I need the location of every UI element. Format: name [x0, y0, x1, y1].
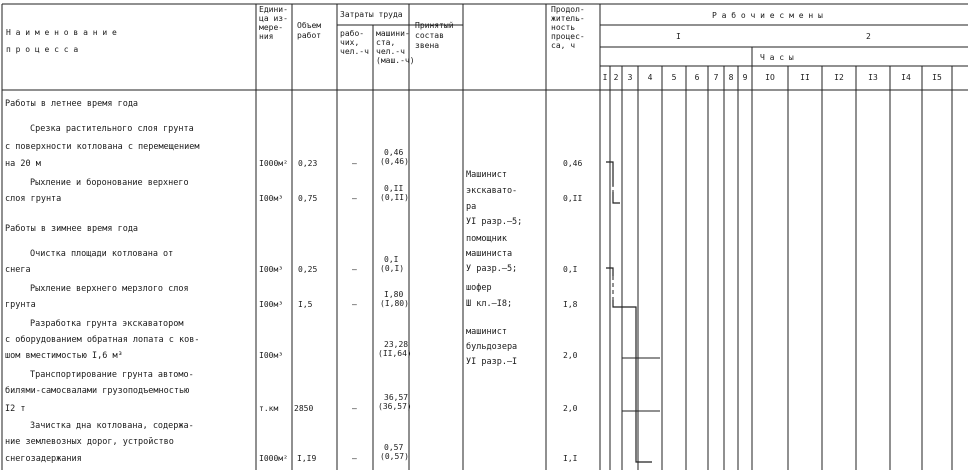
- machine-hours-value: (0,46): [380, 157, 409, 166]
- svg-text:чел.-ч: чел.-ч: [376, 47, 405, 56]
- header-process-name: Н а и м е н о в а н и е: [6, 28, 117, 37]
- volume-value: I,5: [298, 300, 313, 309]
- svg-text:са, ч: са, ч: [551, 41, 576, 50]
- duration-value: I,I: [563, 454, 578, 463]
- workers-value: –: [352, 454, 357, 463]
- svg-text:звена: звена: [415, 41, 440, 50]
- machinists-value: 36,57: [384, 393, 409, 402]
- unit-value: I00м³: [259, 194, 284, 203]
- machine-hours-value: (0,57): [380, 452, 409, 461]
- header-hours: Ч а с ы: [760, 53, 794, 62]
- header-crew: Принятый: [415, 21, 454, 30]
- duration-value: 2,0: [563, 404, 578, 413]
- svg-text:с оборудованием обратная лопат: с оборудованием обратная лопата с ков-: [5, 335, 200, 345]
- workers-value: –: [352, 265, 357, 274]
- svg-text:шофер: шофер: [466, 283, 492, 293]
- svg-text:ца из-: ца из-: [259, 14, 288, 23]
- hour-label: I: [602, 73, 608, 82]
- svg-text:ние землевозных дорог, устройс: ние землевозных дорог, устройство: [5, 437, 174, 447]
- table-row: [5, 318, 578, 361]
- machinists-value: I,80: [384, 290, 404, 299]
- section-title-summer: Работы в летнее время года: [5, 99, 139, 109]
- svg-text:помощник: помощник: [466, 234, 507, 244]
- hour-label: I4: [901, 73, 911, 82]
- svg-text:чел.-ч: чел.-ч: [340, 47, 369, 56]
- hour-label: IO: [765, 73, 775, 82]
- volume-value: I,I9: [297, 454, 317, 463]
- machine-hours-value: (I,80): [380, 299, 409, 308]
- svg-text:У разр.–5;: У разр.–5;: [466, 264, 518, 274]
- unit-value: I000м²: [259, 454, 288, 463]
- svg-text:снега: снега: [5, 265, 31, 275]
- machinists-value: 0,I: [384, 255, 399, 264]
- hour-label: II: [800, 73, 810, 82]
- svg-text:билями-самосвалами грузоподъем: билями-самосвалами грузоподъемностью: [5, 386, 190, 396]
- machine-hours-value: (0,I): [380, 264, 405, 273]
- header-unit: Едини-: [259, 5, 288, 14]
- duration-value: 2,0: [563, 351, 578, 360]
- svg-text:УI разр.–I: УI разр.–I: [466, 357, 518, 367]
- workers-value: –: [352, 159, 357, 168]
- workers-value: –: [352, 194, 357, 203]
- header-volume: Объем: [297, 21, 322, 30]
- svg-text:ния: ния: [259, 32, 274, 41]
- volume-value: 0,23: [298, 159, 318, 168]
- process-name: Разработка грунта экскаватором: [30, 319, 184, 329]
- duration-value: I,8: [563, 300, 578, 309]
- hour-label: 4: [647, 73, 653, 82]
- svg-text:слоя грунта: слоя грунта: [5, 194, 62, 204]
- gantt-bar: [613, 300, 636, 312]
- machine-hours-value: (0,II): [380, 193, 409, 202]
- workers-value: –: [352, 404, 357, 413]
- svg-text:Ш кл.–I8;: Ш кл.–I8;: [466, 299, 513, 309]
- process-name: Срезка растительного слоя грунта: [30, 124, 194, 134]
- gantt-bar: [613, 192, 620, 203]
- duration-value: 0,46: [563, 159, 583, 168]
- header-shift-1: I: [676, 32, 681, 41]
- header-machinists: машини-: [376, 29, 410, 38]
- hour-label: 7: [713, 73, 719, 82]
- process-name: Очистка площади котлована от: [30, 249, 174, 259]
- svg-text:ра: ра: [466, 202, 477, 212]
- svg-text:состав: состав: [415, 31, 444, 40]
- unit-value: т.км: [259, 404, 279, 413]
- unit-value: I000м²: [259, 159, 288, 168]
- hour-labels: [603, 73, 942, 82]
- hour-label: 2: [613, 73, 619, 82]
- duration-value: 0,II: [563, 194, 583, 203]
- section-title-winter: Работы в зимнее время года: [5, 224, 139, 234]
- machinists-value: 0,46: [384, 148, 404, 157]
- unit-value: I00м³: [259, 265, 284, 274]
- process-name: Зачистка дна котлована, содержа-: [30, 421, 194, 431]
- machinists-value: 23,28: [384, 340, 409, 349]
- machine-hours-value: (36,57): [378, 402, 412, 411]
- gantt-chart: [606, 162, 660, 462]
- svg-text:ность: ность: [551, 23, 576, 32]
- svg-text:УI разр.–5;: УI разр.–5;: [466, 217, 523, 227]
- svg-text:мере-: мере-: [259, 23, 284, 32]
- table-row: [5, 421, 578, 464]
- process-name: Рыхление верхнего мерзлого слоя: [30, 284, 189, 294]
- hour-label: 6: [694, 73, 700, 82]
- svg-text:шом вместимостью I,6 м³: шом вместимостью I,6 м³: [5, 351, 123, 361]
- process-name: Рыхление и боронование верхнего: [30, 178, 189, 188]
- hour-label: I2: [834, 73, 844, 82]
- hour-label: 9: [742, 73, 748, 82]
- hour-label: I3: [868, 73, 878, 82]
- svg-text:процес-: процес-: [551, 32, 585, 41]
- svg-text:житель-: житель-: [551, 14, 585, 23]
- process-name: Транспортирование грунта автомо-: [30, 370, 194, 380]
- table-row: [5, 124, 582, 169]
- svg-text:машинист: машинист: [466, 327, 507, 337]
- header-labor-costs: Затраты труда: [340, 10, 403, 19]
- hour-label: 5: [671, 73, 677, 82]
- header-duration: Продол-: [551, 5, 585, 14]
- svg-text:чих,: чих,: [340, 38, 360, 47]
- table-row: [5, 370, 578, 414]
- svg-text:(маш.-ч): (маш.-ч): [376, 56, 415, 65]
- machine-hours-value: (II,64): [378, 349, 412, 358]
- header-process-name-2: п р о ц е с с а: [6, 45, 79, 54]
- svg-text:экскавато-: экскавато-: [466, 186, 518, 196]
- machinists-value: 0,II: [384, 184, 404, 193]
- hour-label: 3: [627, 73, 633, 82]
- volume-value: 0,75: [298, 194, 318, 203]
- svg-text:бульдозера: бульдозера: [466, 342, 518, 352]
- svg-text:на 20 м: на 20 м: [5, 159, 41, 169]
- crew-composition: [466, 170, 522, 367]
- svg-text:ста,: ста,: [376, 38, 396, 47]
- svg-text:работ: работ: [297, 31, 322, 40]
- volume-value: 2850: [294, 404, 314, 413]
- svg-text:I2 т: I2 т: [5, 404, 26, 414]
- workers-value: –: [352, 300, 357, 309]
- svg-text:машиниста: машиниста: [466, 249, 513, 259]
- duration-value: 0,I: [563, 265, 578, 274]
- svg-text:с поверхности котлована с пере: с поверхности котлована с перемещением: [5, 142, 200, 152]
- unit-value: I00м³: [259, 300, 284, 309]
- unit-value: I00м³: [259, 351, 284, 360]
- table-header: [6, 5, 871, 65]
- header-shift-2: 2: [866, 32, 871, 41]
- hour-label: 8: [728, 73, 734, 82]
- svg-text:грунта: грунта: [5, 300, 36, 310]
- hour-label: I5: [932, 73, 942, 82]
- header-workers: рабо-: [340, 29, 365, 38]
- volume-value: 0,25: [298, 265, 318, 274]
- machinists-value: 0,57: [384, 443, 404, 452]
- svg-text:Машинист: Машинист: [466, 170, 507, 180]
- header-work-shifts: Р а б о ч и е с м е н ы: [712, 11, 823, 20]
- svg-text:снегозадержания: снегозадержания: [5, 454, 82, 464]
